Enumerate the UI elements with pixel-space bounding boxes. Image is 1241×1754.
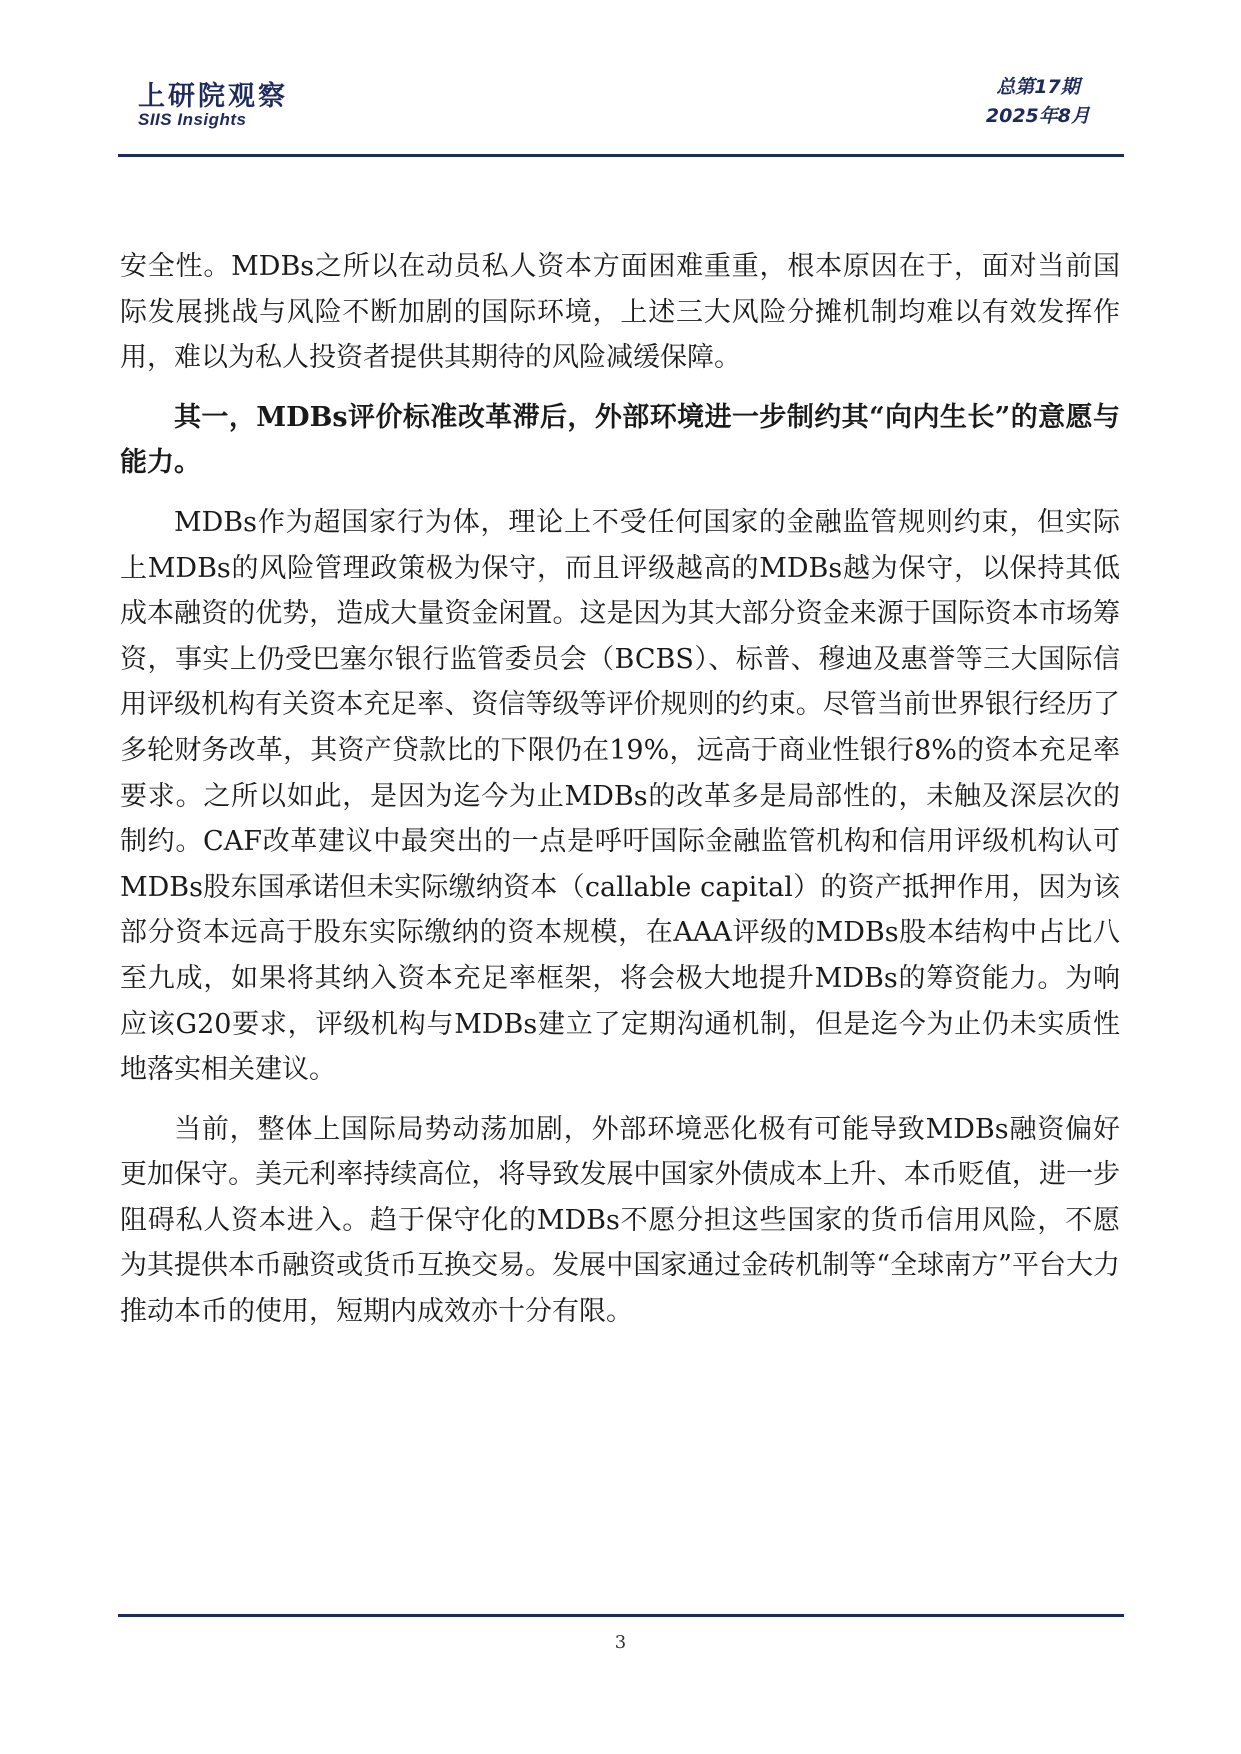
publication-title-en: SIIS Insights [138, 110, 247, 129]
paragraph: 当前，整体上国际局势动荡加剧，外部环境恶化极有可能导致MDBs融资偏好更加保守。美元利率持续高位，将导致发展中国家外债成本上升、本币贬值，进一步阻碍私人资本进入。趋于保守化的MDBs不愿分担这些国家的货币信用风险，不愿为其提供本币融资或货币互换交易。发展中国家通过金砖机制等“全球南方”平台大力推动本币的使用，短期内成效亦十分有限。 [120, 1113, 1120, 1328]
publication-title-cn: 上研院观察 [138, 81, 288, 112]
section-heading: 其一，MDBs评价标准改革滞后，外部环境进一步制约其“向内生长”的意愿与能力。 [120, 401, 1120, 479]
header-divider [118, 154, 1124, 157]
paragraph: MDBs作为超国家行为体，理论上不受任何国家的金融监管规则约束，但实际上MDBs的风险管理政策极为保守，而且评级越高的MDBs越为保守，以保持其低成本融资的优势，造成大量资金闲置。这是因为其大部分资金来源于国际资本市场筹资，事实上仍受巴塞尔银行监管委员会（BCBS）、标普、穆迪及惠誉等三大国际信用评级机构有关资本充足率、资信等级等评价规则的约束。尽管当前世界银行经历了多轮财务改革，其资产贷款比的下限仍在19%，远高于商业性银行8%的资本充足率要求。之所以如此，是因为迄今为止MDBs的改革多是局部性的，未触及深层次的制约。CAF改革建议中最突出的一点是呼吁国际金融监管机构和信用评级机构认可MDBs股东国承诺但未实际缴纳资本（callable capital）的资产抵押作用，因为该部分资本远高于股东实际缴纳的资本规模，在AAA评级的MDBs股本结构中占比八至九成，如果将其纳入资本充足率框架，将会极大地提升MDBs的筹资能力。为响应该G20要求，评级机构与MDBs建立了定期沟通机制，但是迄今为止仍未实质性地落实相关建议。 [120, 506, 1120, 1086]
page-number: 3 [614, 1632, 627, 1653]
article-body [120, 244, 1120, 1349]
issue-date: 2025年8月 [985, 105, 1090, 127]
paragraph-continuation: 安全性。MDBs之所以在动员私人资本方面困难重重，根本原因在于，面对当前国际发展挑战与风险不断加剧的国际环境，上述三大风险分摊机制均难以有效发挥作用，难以为私人投资者提供其期待的风险减缓保障。 [120, 251, 1120, 374]
issue-number: 总第17期 [996, 76, 1080, 98]
issue-info [986, 72, 1090, 130]
footer-divider [118, 1614, 1124, 1617]
page-header [120, 70, 1120, 160]
